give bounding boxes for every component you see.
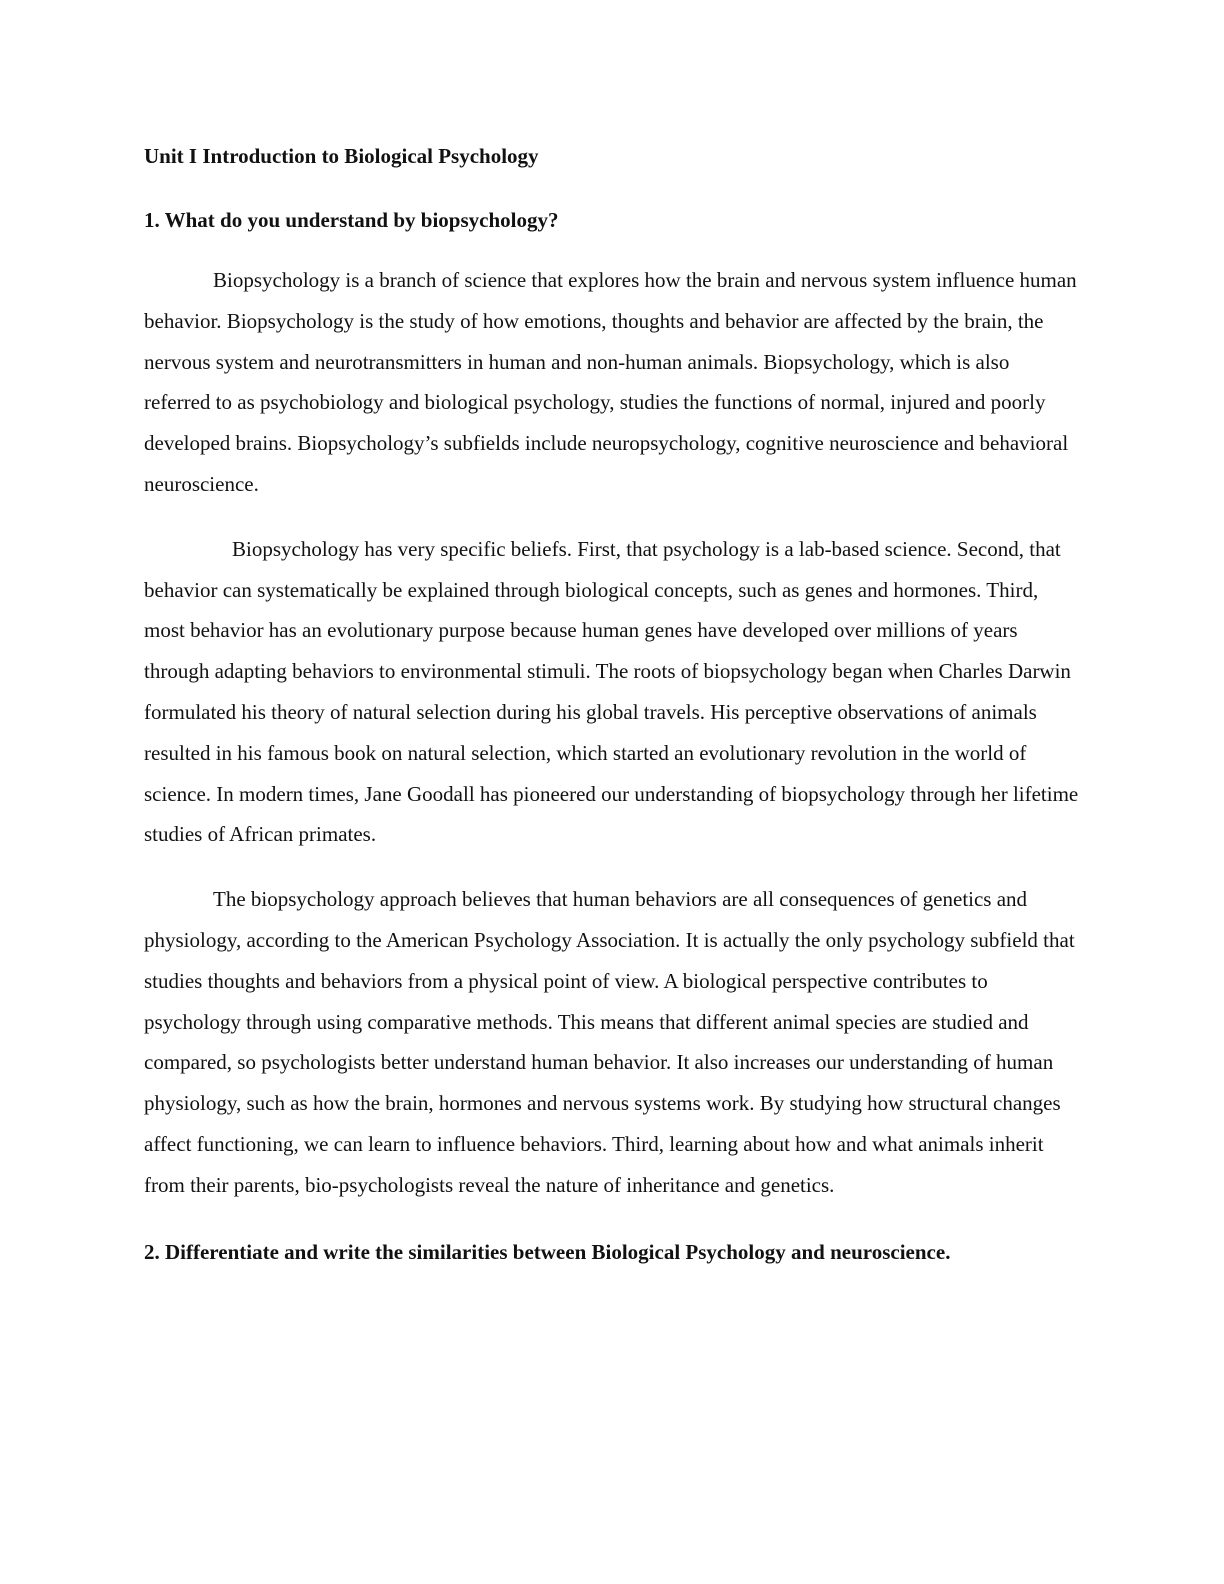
question-1-heading: 1. What do you understand by biopsychology? (144, 208, 559, 232)
document-body (144, 140, 1080, 1268)
paragraph-approach: The biopsychology approach believes that human behaviors are all consequences of genetics and physiology, according to the American Psychology Association. It is actually the only psychology subfield that studies thoughts and behaviors from a physical point of view. A biological perspective contributes to psychology through using comparative methods. This means that different animal species are studied and compared, so psychologists better understand human behavior. It also increases our understanding of human physiology, such as how the brain, hormones and nervous systems work. By studying how structural changes affect functioning, we can learn to influence behaviors. Third, learning about how and what animals inherit from their parents, bio-psychologists reveal the nature of inheritance and genetics. (144, 887, 1075, 1197)
unit-title: Unit I Introduction to Biological Psychology (144, 144, 539, 168)
paragraph-definition: Biopsychology is a branch of science that explores how the brain and nervous system influence human behavior. Biopsychology is the study of how emotions, thoughts and behavior are affected by the brain, the nervous system and neurotransmitters in human and non-human animals. Biopsychology, which is also referred to as psychobiology and biological psychology, studies the functions of normal, injured and poorly developed brains. Biopsychology’s subfields include neuropsychology, cognitive neuroscience and behavioral neuroscience. (144, 268, 1077, 496)
paragraph-beliefs: Biopsychology has very specific beliefs. First, that psychology is a lab-based science. Second, that behavior can systematically be explained through biological concepts, such as genes and hormones. Third, most behavior has an evolutionary purpose because human genes have developed over millions of years through adapting behaviors to environmental stimuli. The roots of biopsychology began when Charles Darwin formulated his theory of natural selection during his global travels. His perceptive observations of animals resulted in his famous book on natural selection, which started an evolutionary revolution in the world of science. In modern times, Jane Goodall has pioneered our understanding of biopsychology through her lifetime studies of African primates. (144, 536, 1079, 847)
question-2-heading: 2. Differentiate and write the similarities between Biological Psychology and neuroscience. (144, 1239, 951, 1264)
